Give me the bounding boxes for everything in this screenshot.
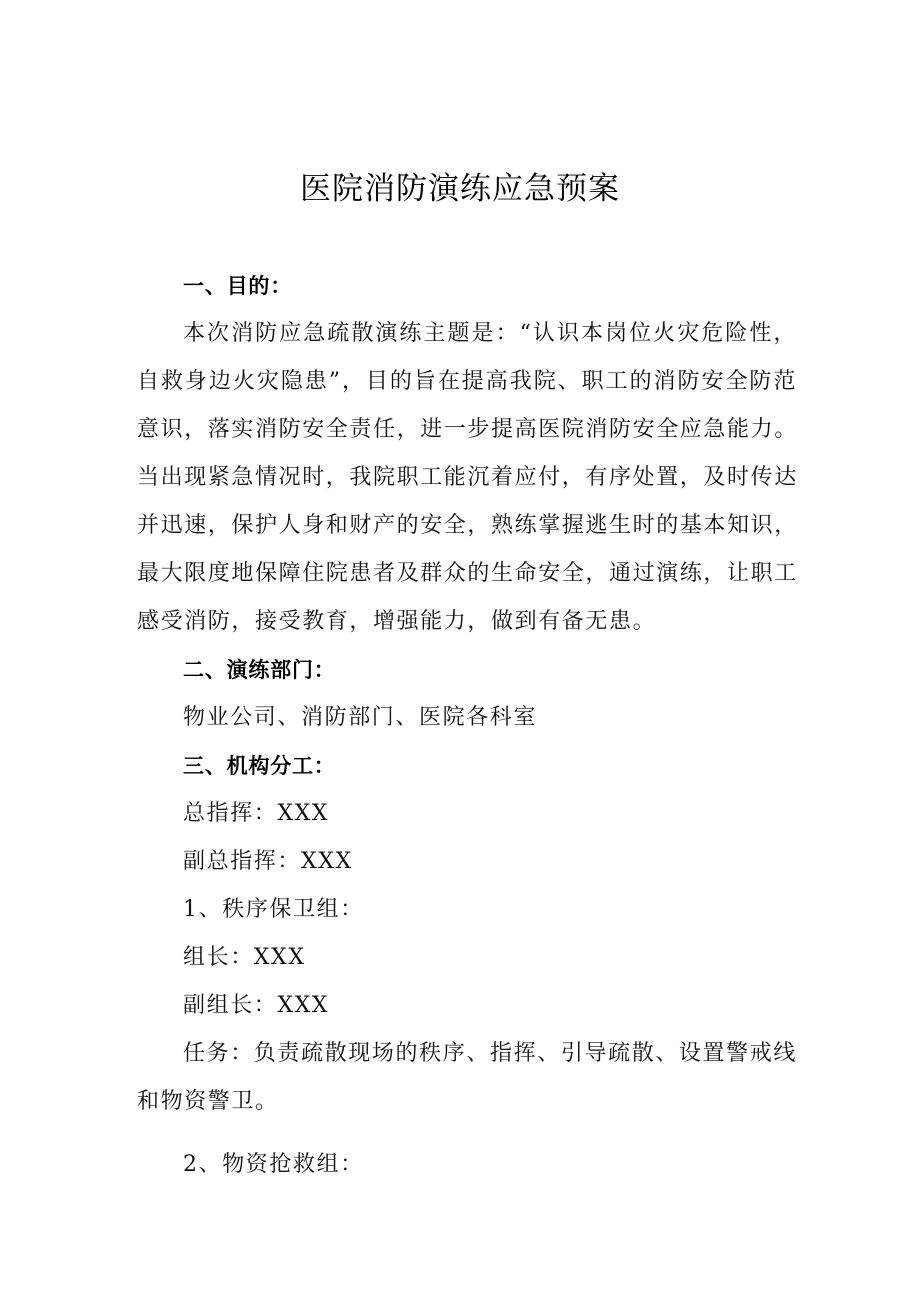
group1-task-line: 和物资警卫。 (137, 1089, 279, 1114)
purpose-paragraph-line: 自救身边火灾隐患”，目的旨在提高我院、职工的消防安全防范 (137, 369, 797, 394)
deputy-commander-line: 副总指挥：XXX (183, 849, 353, 874)
purpose-paragraph-line: 意识，落实消防安全责任，进一步提高医院消防安全应急能力。 (137, 417, 798, 442)
section-heading-organization: 三、机构分工： (183, 754, 336, 778)
group1-name: 1、秩序保卫组： (183, 897, 364, 922)
section-heading-departments: 二、演练部门： (183, 658, 336, 682)
departments-text: 物业公司、消防部门、医院各科室 (183, 705, 538, 730)
group2-name: 2、物资抢救组： (183, 1152, 364, 1177)
section-heading-purpose: 一、目的： (183, 274, 292, 298)
purpose-paragraph-line: 当出现紧急情况时，我院职工能沉着应付，有序处置，及时传达 (137, 465, 798, 490)
purpose-paragraph-line: 本次消防应急疏散演练主题是：“认识本岗位火灾危险性， (183, 321, 797, 346)
group1-deputy-leader: 副组长：XXX (183, 993, 330, 1018)
purpose-paragraph-line: 并迅速，保护人身和财产的安全，熟练掌握逃生时的基本知识， (137, 513, 798, 538)
purpose-paragraph-line: 感受消防，接受教育，增强能力，做到有备无患。 (137, 609, 657, 634)
commander-line: 总指挥：XXX (183, 801, 330, 826)
group1-task-line: 任务：负责疏散现场的秩序、指挥、引导疏散、设置警戒线 (183, 1041, 797, 1066)
document-title: 医院消防演练应急预案 (300, 171, 620, 207)
purpose-paragraph-line: 最大限度地保障住院患者及群众的生命安全，通过演练，让职工 (137, 561, 798, 586)
group1-leader: 组长：XXX (183, 945, 306, 970)
